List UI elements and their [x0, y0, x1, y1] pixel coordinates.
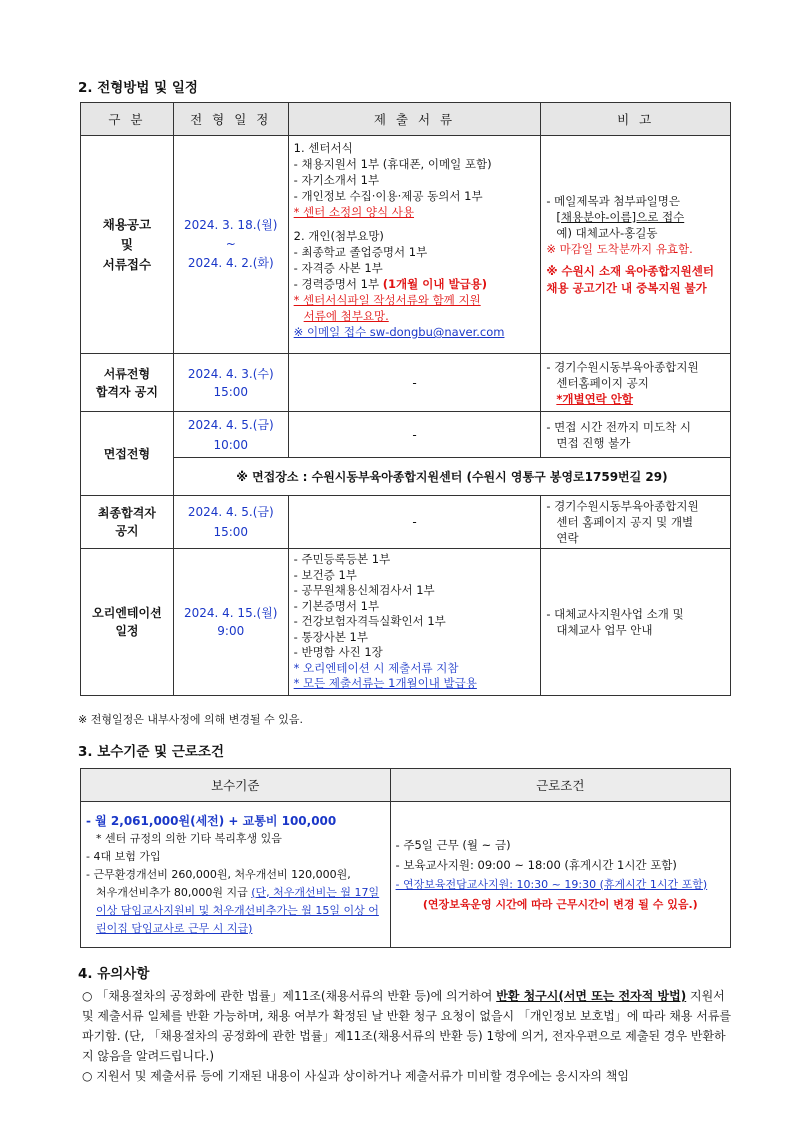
date-end: 2024. 4. 2.(화)	[187, 256, 274, 270]
remark-line: ※ 수원시 소재 육아종합지원센터 채용 공고기간 내 중복지원 불가	[546, 263, 714, 295]
row-date	[173, 136, 288, 354]
table-row	[81, 496, 731, 549]
notice-emphasis: 반환 청구시(서면 또는 전자적 방법)	[496, 989, 687, 1003]
table-row	[81, 802, 731, 948]
row-name-line: 최종합격자	[97, 506, 156, 520]
header-schedule: 전 형 일 정	[173, 103, 288, 136]
header-category: 구 분	[81, 103, 174, 136]
doc-line: * 센터 소정의 양식 사용	[293, 205, 415, 219]
doc-line: 서류에 첨부요망.	[303, 309, 389, 323]
section3-title: 3. 보수기준 및 근로조건	[78, 744, 224, 760]
table-row	[81, 458, 731, 496]
doc-line	[294, 276, 536, 292]
interview-place: ※ 면접장소 : 수원시동부육아종합지원센터 (수원시 영통구 봉영로1759번길 29)	[173, 458, 730, 496]
row-remarks	[541, 549, 731, 696]
email-line: ※ 이메일 접수 sw-dongbu@naver.com	[293, 325, 505, 339]
row-date	[173, 354, 288, 412]
row-remarks	[541, 496, 731, 549]
doc-line: - 건강보험자격득실확인서 1부	[293, 614, 446, 629]
row-name-line: 서류접수	[102, 256, 152, 272]
row-name	[81, 496, 174, 549]
notice-text: ○ 「채용절차의 공정화에 관한 법률」제11조(채용서류의 반환 등)에 의거하여	[82, 989, 497, 1003]
work-line: - 주5일 근무 (월 ~ 금)	[395, 837, 511, 852]
doc-line: 1. 센터서식	[293, 141, 353, 155]
doc-note: (1개월 이내 발급용)	[382, 277, 488, 291]
pay-line: - 월 2,061,000원(세전) + 교통비 100,000	[86, 813, 337, 828]
row-name-line: 일정	[115, 624, 139, 638]
doc-line: - 기본증명서 1부	[293, 598, 380, 613]
pay-line: * 센터 규정의 의한 기타 복리후생 있음	[96, 831, 282, 845]
doc-line: - 채용지원서 1부 (휴대폰, 이메일 포함)	[293, 157, 492, 171]
row-remarks	[541, 136, 731, 354]
table-row	[81, 412, 731, 458]
table-row	[81, 136, 731, 354]
pay-condition: (단, 처우개선비는 월 17일 이상 담임교사지원비 및 처우개선비추가는 월 15일 이상 어린이집 담임교사로 근무 시 지급)	[96, 885, 380, 935]
remark-line: - 면접 시간 전까지 미도착 시	[546, 419, 691, 434]
remark-line: - 메일제목과 첨부파일명은	[546, 193, 681, 208]
date-tilde: ~	[225, 237, 236, 251]
schedule-table	[80, 102, 731, 696]
doc-line: - 통장사본 1부	[293, 629, 368, 644]
row-remarks	[541, 354, 731, 412]
remark-line: 예) 대체교사-홍길동	[556, 225, 658, 240]
row-documents: -	[288, 412, 541, 458]
doc-line: - 개인정보 수집·이용·제공 동의서 1부	[293, 189, 483, 203]
row-name-line: 및	[120, 236, 133, 252]
date-time: 15:00	[213, 384, 249, 399]
remark-line: - 경기수원시동부육아종합지원	[546, 499, 699, 513]
section4-title: 4. 유의사항	[78, 966, 150, 982]
doc-line: - 자격증 사본 1부	[293, 261, 383, 275]
notice-text: 지원서 및 제출서류 일체를 반환 가능하며, 채용 여부가 확정된 날 반환 청구 요청이 없을시 「개인정보 보호법」에 따라 채용 서류를 파기함. (단, 「채용절차의 공정화에 관한 법률」제11조(채용서류의 반환 등) 1항에 의거, 전자우편으로 제출된 경우 반환하지 않음을 알려드립니다.)	[82, 989, 732, 1063]
remark-line: - 대체교사지원사업 소개 및	[546, 607, 684, 621]
doc-line: - 자기소개서 1부	[293, 173, 380, 187]
remark-line: 센터 홈페이지 공지 및 개별	[556, 515, 694, 529]
notice-paragraph-1	[82, 986, 732, 1066]
doc-line: * 센터서식파일 작성서류와 함께 지원	[293, 293, 481, 307]
table-row	[81, 354, 731, 412]
header-work: 근로조건	[390, 769, 730, 802]
remark-line: [채용분야-이름]으로 접수	[556, 209, 685, 224]
pay-cell	[81, 802, 391, 948]
remark-line: *개별연락 안함	[556, 391, 634, 406]
doc-line: - 보건증 1부	[293, 567, 357, 582]
header-documents: 제 출 서 류	[288, 103, 541, 136]
remark-line: 센터홈페이지 공지	[556, 375, 649, 390]
row-name	[81, 136, 174, 354]
work-line: (연장보육운영 시간에 따라 근무시간이 변경 될 수 있음.)	[422, 897, 698, 911]
work-line: - 보육교사지원: 09:00 ~ 18:00 (휴게시간 1시간 포함)	[395, 857, 677, 872]
schedule-header-row	[81, 103, 731, 136]
row-name: 면접전형	[81, 412, 174, 496]
pay-line: - 근무환경개선비 260,000원, 처우개선비 120,000원,	[86, 867, 351, 881]
doc-line: * 오리엔테이션 시 제출서류 지참	[293, 660, 459, 675]
row-date	[173, 496, 288, 549]
header-remarks: 비 고	[541, 103, 731, 136]
row-name-line: 공지	[115, 524, 139, 538]
row-name-line: 서류전형	[103, 366, 151, 381]
doc-line: - 반명함 사진 1장	[293, 645, 383, 660]
pay-text: 처우개선비추가 80,000원 지급	[96, 885, 252, 899]
doc-text: - 경력증명서 1부	[293, 277, 383, 291]
row-documents: -	[288, 496, 541, 549]
remark-line: 대체교사 업무 안내	[556, 623, 653, 637]
row-name-line: 합격자 공지	[95, 384, 158, 399]
date-time: 9:00	[217, 624, 245, 638]
conditions-table	[80, 768, 731, 948]
row-remarks	[541, 412, 731, 458]
row-name-line: 채용공고	[102, 216, 152, 232]
row-documents	[288, 136, 541, 354]
remark-line: - 경기수원시동부육아종합지원	[546, 359, 699, 374]
pay-line: - 4대 보험 가입	[86, 849, 161, 863]
doc-line: - 주민등록등본 1부	[293, 552, 391, 567]
work-line: - 연장보육전담교사지원: 10:30 ~ 19:30 (휴게시간 1시간 포함)	[395, 877, 708, 891]
remark-line: 면접 진행 불가	[556, 435, 631, 450]
doc-line: * 모든 제출서류는 1개월이내 발급용	[293, 676, 477, 691]
date-start: 2024. 4. 3.(수)	[187, 366, 274, 381]
section2-title: 2. 전형방법 및 일정	[78, 80, 198, 96]
date-start: 2024. 4. 5.(금)	[187, 417, 274, 432]
doc-line: - 공무원채용신체검사서 1부	[293, 583, 435, 598]
row-documents: -	[288, 354, 541, 412]
schedule-footnote: ※ 전형일정은 내부사정에 의해 변경될 수 있음.	[78, 713, 303, 726]
notice-paragraph-2: ○ 지원서 및 제출서류 등에 기재된 내용이 사실과 상이하거나 제출서류가 미비할 경우에는 응시자의 책임	[82, 1069, 629, 1083]
row-name	[81, 354, 174, 412]
header-pay: 보수기준	[81, 769, 391, 802]
doc-line: - 최종학교 졸업증명서 1부	[293, 245, 428, 259]
row-documents	[288, 549, 541, 696]
remark-line: ※ 마감일 도착분까지 유효함.	[546, 241, 693, 256]
row-name-line: 오리엔테이션	[92, 606, 162, 620]
date-start: 2024. 4. 15.(월)	[184, 606, 278, 620]
date-start: 2024. 3. 18.(월)	[184, 218, 278, 232]
row-date	[173, 549, 288, 696]
date-start: 2024. 4. 5.(금)	[187, 505, 274, 519]
row-date	[173, 412, 288, 458]
date-time: 10:00	[213, 437, 249, 452]
table-row	[81, 549, 731, 696]
work-cell	[390, 802, 730, 948]
pay-line	[86, 884, 385, 938]
row-name	[81, 549, 174, 696]
doc-line: 2. 개인(첨부요망)	[293, 229, 384, 243]
date-time: 15:00	[213, 525, 249, 539]
remark-line: 연락	[556, 531, 579, 545]
